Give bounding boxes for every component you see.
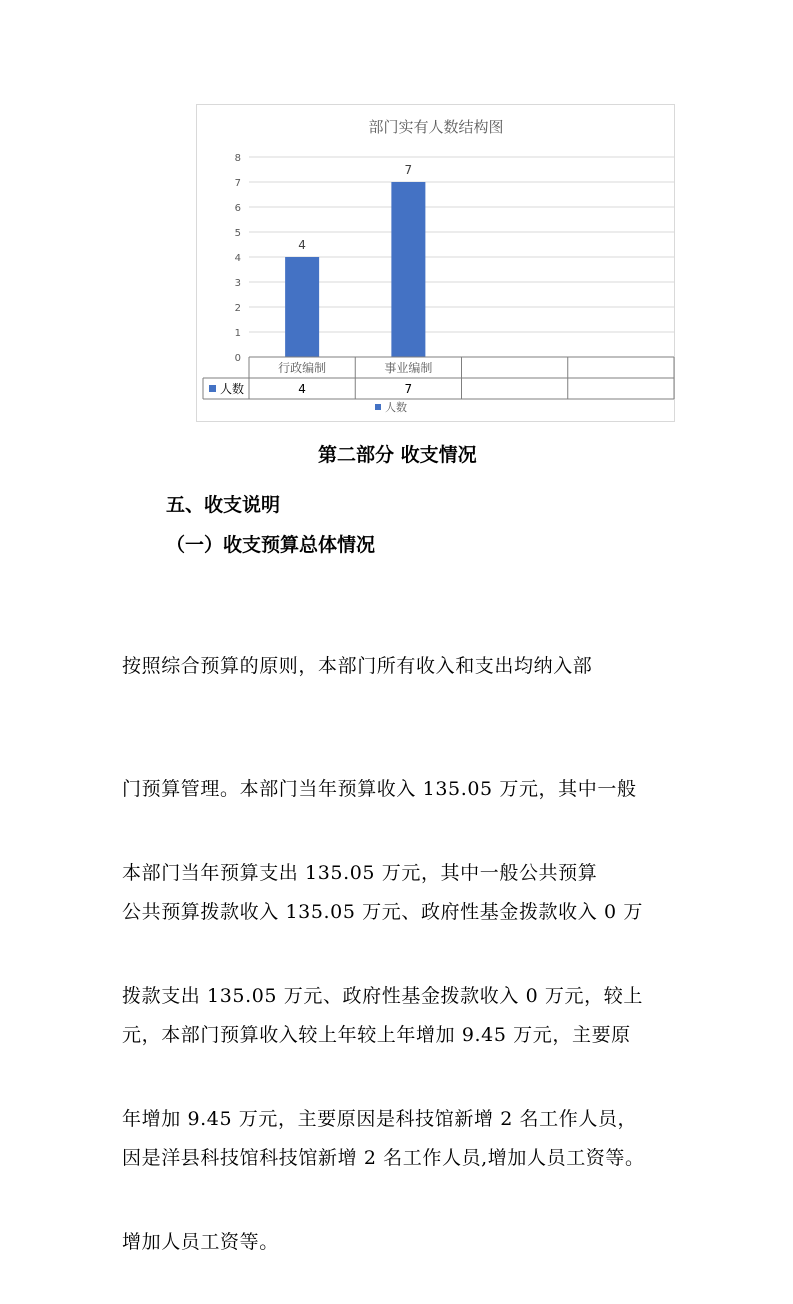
chart-container — [196, 104, 675, 422]
paragraph-1-line: 公共预算拨款收入 135.05 万元、政府性基金拨款收入 0 万 — [122, 901, 643, 923]
subsection-title: （一）收支预算总体情况 — [166, 534, 376, 556]
y-tick-label: 8 — [234, 153, 241, 164]
paragraph-1-line: 因是洋县科技馆科技馆新增 2 名工作人员,增加人员工资等。 — [122, 1147, 645, 1169]
y-tick-label: 1 — [234, 328, 241, 339]
paragraph-2-line: 拨款支出 135.05 万元、政府性基金拨款收入 0 万元，较上 — [122, 985, 643, 1007]
part-title: 第二部分 收支情况 — [318, 444, 477, 466]
category-label: 行政编制 — [278, 361, 327, 375]
y-tick-label: 7 — [234, 178, 241, 189]
table-value: 7 — [404, 382, 413, 396]
paragraph-2-line: 年增加 9.45 万元，主要原因是科技馆新增 2 名工作人员， — [122, 1108, 638, 1130]
legend-swatch — [209, 385, 216, 392]
paragraph-1-line: 元，本部门预算收入较上年较上年增加 9.45 万元，主要原 — [122, 1024, 631, 1046]
y-tick-label: 6 — [234, 203, 241, 214]
bar — [285, 257, 319, 357]
table-value: 4 — [298, 382, 306, 396]
paragraph-2-line: 本部门当年预算支出 135.05 万元，其中一般公共预算 — [122, 862, 598, 884]
bar — [391, 182, 425, 357]
data-label: 4 — [298, 238, 306, 252]
legend-swatch — [375, 404, 381, 410]
category-label: 事业编制 — [384, 361, 433, 375]
section-title: 五、收支说明 — [166, 494, 281, 516]
y-tick-label: 4 — [234, 253, 241, 264]
chart-title: 部门实有人数结构图 — [368, 118, 504, 136]
y-tick-label: 5 — [234, 228, 241, 239]
table-series-name: 人数 — [220, 382, 245, 396]
data-label: 7 — [404, 163, 413, 177]
legend-label: 人数 — [385, 401, 407, 414]
paragraph-1-line: 门预算管理。本部门当年预算收入 135.05 万元，其中一般 — [122, 778, 637, 800]
y-tick-label: 0 — [234, 353, 241, 364]
paragraph-2-line: 增加人员工资等。 — [122, 1231, 279, 1253]
bar-chart — [197, 105, 676, 423]
paragraph-2 — [122, 771, 682, 1304]
paragraph-1-line: 按照综合预算的原则，本部门所有收入和支出均纳入部 — [122, 655, 593, 677]
y-tick-label: 3 — [234, 278, 241, 289]
y-tick-label: 2 — [234, 303, 241, 314]
